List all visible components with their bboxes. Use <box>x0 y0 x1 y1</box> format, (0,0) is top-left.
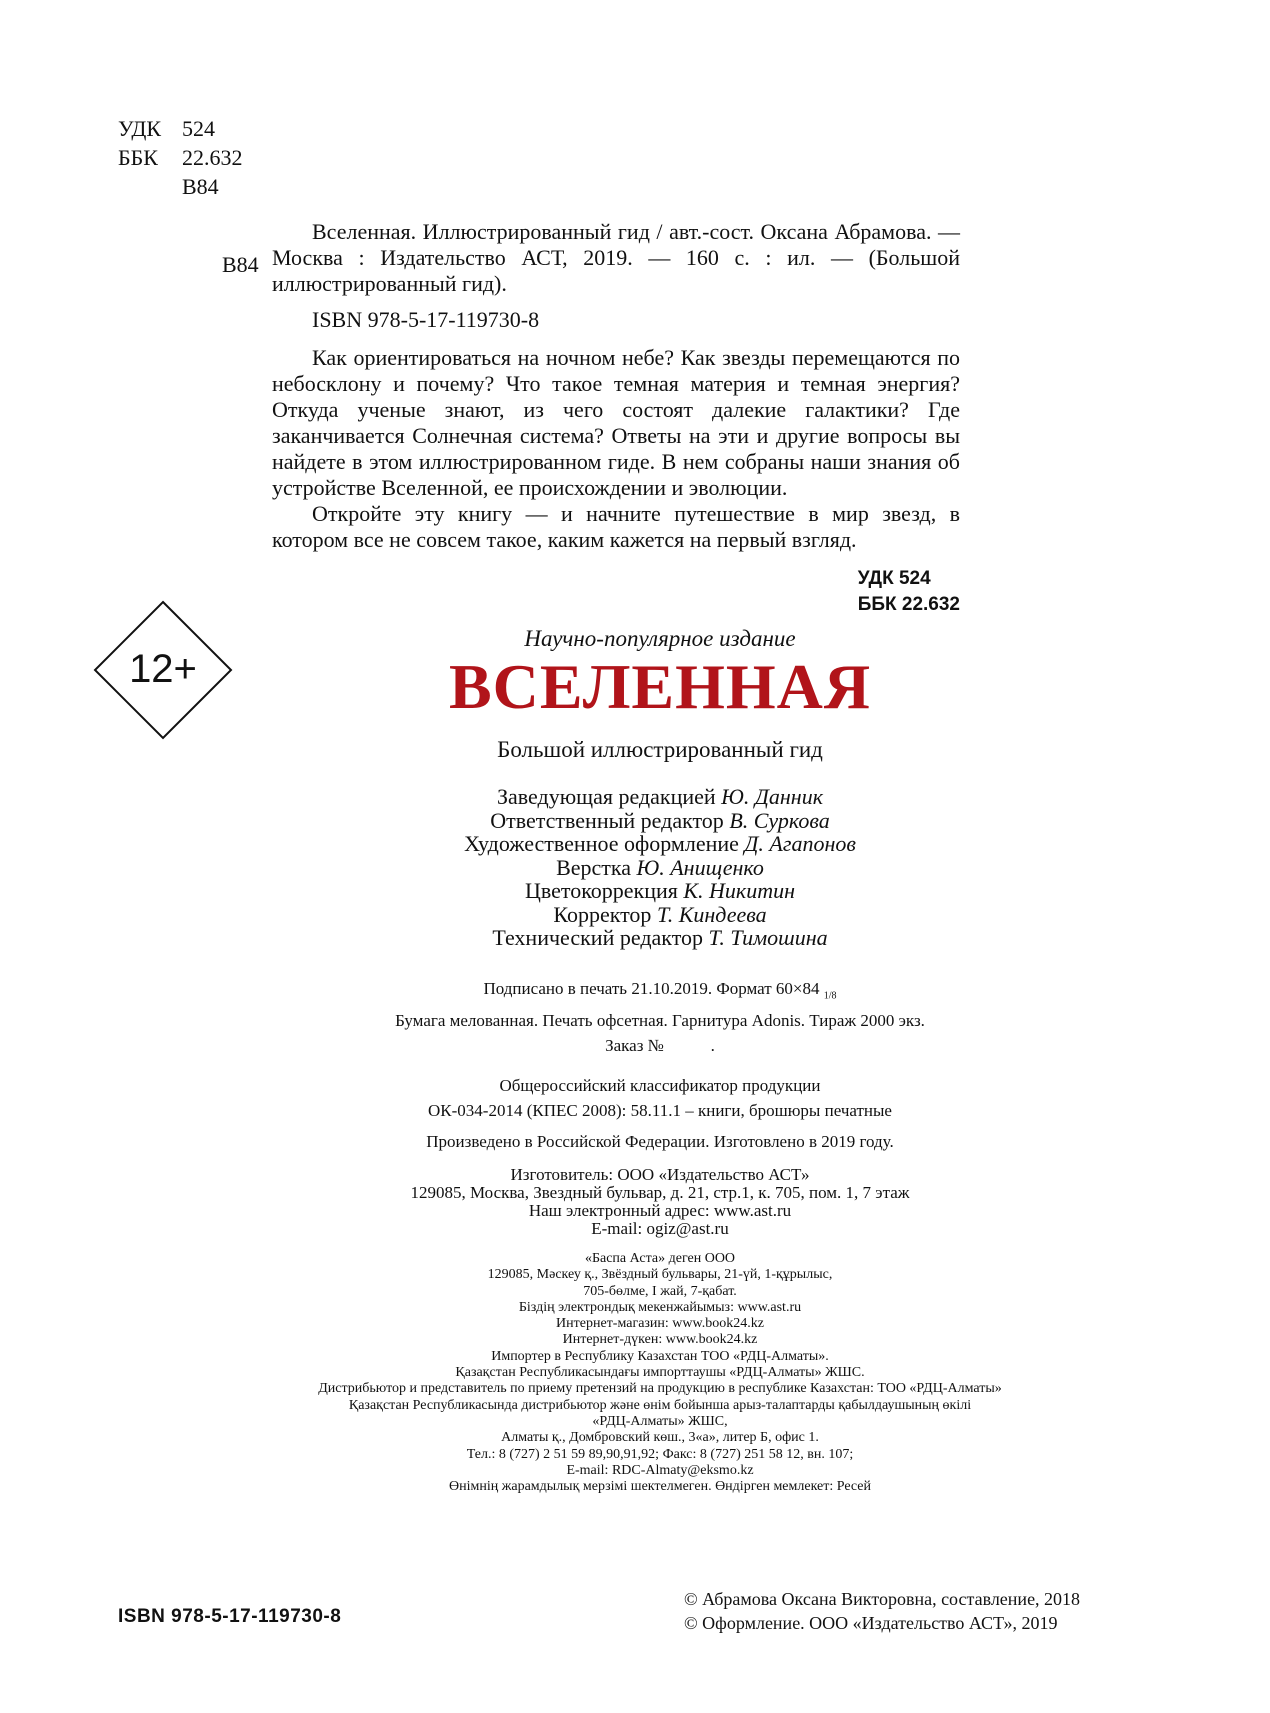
staff-role: Верстка <box>556 854 632 880</box>
copyright-block <box>684 1587 1080 1635</box>
kz-line: 705-бөлме, I жай, 7-қабат. <box>583 1283 737 1299</box>
staff-name: В. Суркова <box>729 807 830 833</box>
biblio-record: Вселенная. Иллюстрированный гид / авт.-сост. Оксана Абрамова. — Москва : Издательство АСТ, 2019. — 160 с. : ил. — (Большой иллюстрированный гид). <box>272 219 960 296</box>
staff-role: Цветокоррекция <box>524 878 678 903</box>
bbk-right: ББК 22.632 <box>857 594 960 615</box>
staff-line <box>250 809 1070 833</box>
staff-role: Технический редактор <box>492 925 704 950</box>
print-format: Подписано в печать 21.10.2019. Формат 60×84 <box>483 979 820 998</box>
okp-line-2: ОК-034-2014 (КПЕС 2008): 58.11.1 – книги, брошюры печатные <box>428 1101 892 1120</box>
staff-line <box>250 832 1070 856</box>
genre-label: Научно-популярное издание <box>524 626 796 651</box>
staff-line <box>250 856 1070 880</box>
kz-line: E-mail: RDC-Almaty@eksmo.kz <box>566 1462 754 1478</box>
bibliographic-description <box>272 219 960 553</box>
manufacturer-info <box>250 1166 1070 1238</box>
staff-name: Ю. Данник <box>721 784 823 809</box>
print-info-line-1 <box>250 976 1070 1008</box>
staff-role: Корректор <box>553 901 652 927</box>
book-subtitle: Большой иллюстрированный гид <box>497 737 823 762</box>
manufacturer-line: 129085, Москва, Звездный бульвар, д. 21, стр.1, к. 705, пом. 1, 7 этаж <box>410 1183 910 1202</box>
bbk-line <box>118 143 243 172</box>
print-info <box>250 976 1070 1058</box>
age-rating-text: 12+ <box>129 647 197 691</box>
manufacturer-line: E-mail: ogiz@ast.ru <box>591 1219 729 1238</box>
book-title: ВСЕЛЕННАЯ <box>448 651 872 722</box>
okp-line-1: Общероссийский классификатор продукции <box>499 1076 821 1095</box>
kz-line: Алматы қ., Домбровский көш., 3«а», литер Б, офис 1. <box>501 1430 819 1446</box>
biblio-author-sign: В84 <box>222 252 259 277</box>
staff-credits <box>250 785 1070 950</box>
kz-line: Қазақстан Республикасындағы импорттаушы «РДЦ-Алматы» ЖШС. <box>455 1365 865 1381</box>
staff-role: Ответственный редактор <box>490 807 724 833</box>
staff-line <box>250 879 1070 903</box>
staff-name: Т. Киндеева <box>656 901 767 927</box>
kz-line: Интернет-магазин: www.book24.kz <box>556 1316 764 1332</box>
biblio-isbn: ISBN 978-5-17-119730-8 <box>312 307 540 332</box>
bbk-value: 22.632 <box>182 145 243 170</box>
staff-line <box>250 785 1070 809</box>
udc-value: 524 <box>182 116 215 141</box>
kz-line: Дистрибьютор и представитель по приему претензий на продукцию в республике Казахстан: ТОО «РДЦ-Алматы» <box>318 1381 1002 1397</box>
age-rating-badge <box>93 600 233 740</box>
print-info-line-2: Бумага мелованная. Печать офсетная. Гарнитура Adonis. Тираж 2000 экз. <box>395 1011 925 1031</box>
kz-line: Өнімнің жарамдылық мерзімі шектелмеген. Өндірген мемлекет: Ресей <box>448 1479 872 1495</box>
staff-name: Т. Тимошина <box>708 925 828 950</box>
staff-name: Д. Агапонов <box>744 831 856 856</box>
copyright-line: © Оформление. ООО «Издательство АСТ», 2019 <box>684 1613 1058 1633</box>
annotation-paragraph-1: Как ориентироваться на ночном небе? Как звезды перемещаются по небосклону и почему? Что такое темная материя и темная энергия? Откуда ученые знают, из чего состоят далекие галактики? Где заканчивается Солнечная система? Ответы на эти и другие вопросы вы найдете в этом иллюстрированном гиде. В нем собраны наши знания об устройстве Вселенной, ее происхождении и эволюции. <box>272 345 960 500</box>
kazakhstan-info <box>150 1251 1170 1495</box>
staff-role: Художественное оформление <box>464 831 739 856</box>
kz-line: 129085, Мәскеу қ., Звёздный бульвары, 21-үй, 1-құрылыс, <box>487 1267 833 1283</box>
udc-label: УДК <box>118 116 162 141</box>
isbn-bottom: ISBN 978-5-17-119730-8 <box>118 1606 342 1627</box>
format-fraction: 1/8 <box>823 990 837 1002</box>
udc-right: УДК 524 <box>857 568 931 589</box>
made-in-statement: Произведено в Российской Федерации. Изготовлено в 2019 году. <box>426 1132 894 1151</box>
copyright-line: © Абрамова Оксана Викторовна, составление, 2018 <box>684 1589 1081 1609</box>
kz-line: Біздің электрондық мекенжайымыз: www.ast.ru <box>518 1299 802 1315</box>
kz-line: Тел.: 8 (727) 2 51 59 89,90,91,92; Факс: 8 (727) 251 58 12, вн. 107; <box>466 1446 854 1462</box>
staff-role: Заведующая редакцией <box>496 784 716 809</box>
author-sign: В84 <box>182 174 219 199</box>
product-classifier <box>250 1073 1070 1123</box>
udc-bbk-right <box>858 566 960 618</box>
staff-name: Ю. Анищенко <box>636 854 764 880</box>
kz-line: «РДЦ-Алматы» ЖШС, <box>592 1413 728 1429</box>
annotation-paragraph-2: Откройте эту книгу — и начните путешествие в мир звезд, в котором все не совсем такое, каким кажется на первый взгляд. <box>272 501 960 552</box>
kz-line: Интернет-дүкен: www.book24.kz <box>562 1332 758 1348</box>
manufacturer-line: Изготовитель: ООО «Издательство АСТ» <box>510 1165 810 1184</box>
print-info-line-3: Заказ № . <box>605 1036 715 1056</box>
staff-name: К. Никитин <box>683 878 796 903</box>
bbk-label: ББК <box>118 145 158 170</box>
staff-line <box>250 903 1070 927</box>
kz-line: Импортер в Республику Казахстан ТОО «РДЦ-Алматы». <box>491 1348 829 1364</box>
udc-line <box>118 114 243 143</box>
manufacturer-line: Наш электронный адрес: www.ast.ru <box>528 1201 792 1220</box>
staff-line <box>250 926 1070 950</box>
kz-line: «Баспа Аста» деген ООО <box>584 1251 736 1266</box>
classification-block <box>118 114 243 201</box>
kz-line: Қазақстан Республикасында дистрибьютор және өнім бойынша арыз-талаптарды қабылдаушының өкілі <box>348 1397 972 1413</box>
